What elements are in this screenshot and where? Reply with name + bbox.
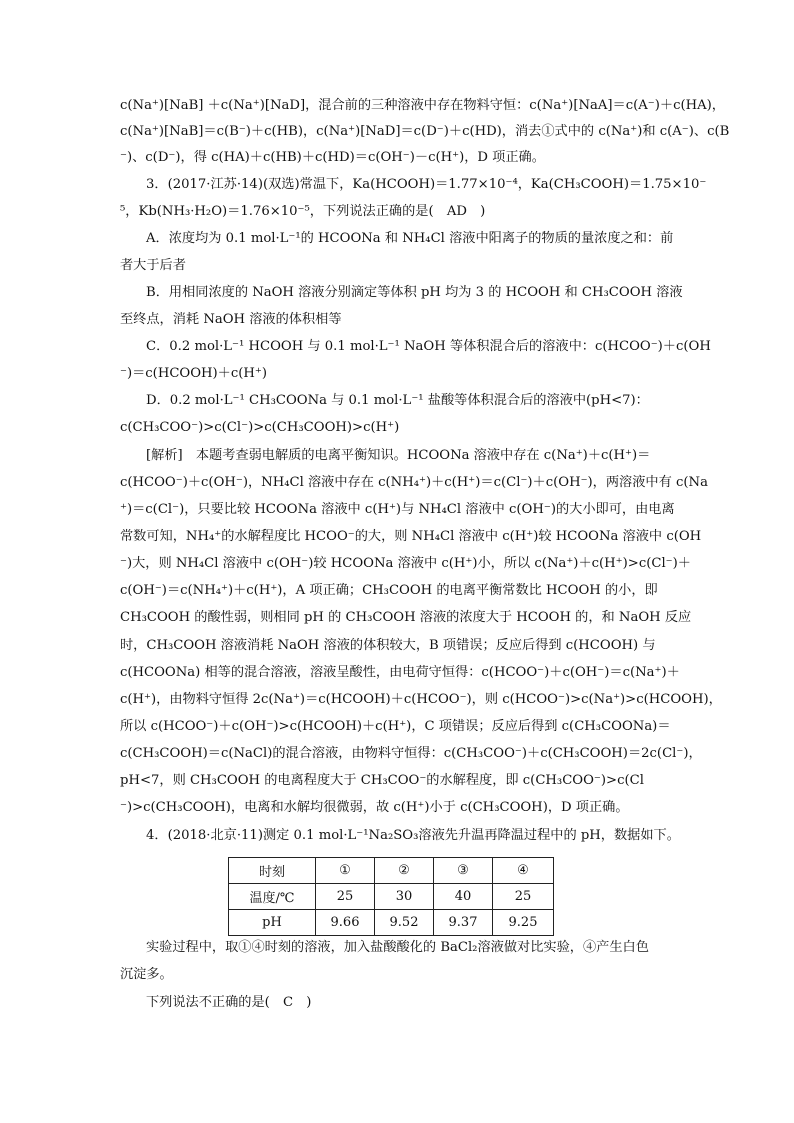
table-cell: 25 bbox=[316, 884, 375, 910]
text-line: c(Na⁺)[NaB]＝c(B⁻)＋c(HB)，c(Na⁺)[NaD]＝c(D⁻)＋c(HD)，消去①式中的 c(Na⁺)和 c(A⁻)、c(B bbox=[120, 124, 730, 139]
table-cell: 30 bbox=[375, 884, 434, 910]
text-line: ⁺)＝c(Cl⁻)，只要比较 HCOONa 溶液中 c(H⁺)与 NH₄Cl 溶液中 c(OH⁻)的大小即可，由电离 bbox=[120, 502, 675, 517]
text-line: c(OH⁻)＝c(NH₄⁺)＋c(H⁺)，A 项正确；CH₃COOH 的电离平衡常数比 HCOOH 的小，即 bbox=[120, 583, 658, 598]
option-d: D．0.2 mol·L⁻¹ CH₃COONa 与 0.1 mol·L⁻¹ 盐酸等体积混合后的溶液中(pH<7)： bbox=[146, 393, 649, 408]
question-4-stem: 4．(2018·北京·11)测定 0.1 mol·L⁻¹Na₂SO₃溶液先升温再降温过程中的 pH，数据如下。 bbox=[146, 828, 680, 843]
table-row bbox=[229, 884, 554, 910]
question-3-stem: 3．(2017·江苏·14)(双选)常温下，Ka(HCOOH)＝1.77×10⁻⁴，Ka(CH₃COOH)＝1.75×10⁻ bbox=[146, 177, 707, 192]
row-label: pH bbox=[229, 910, 316, 936]
data-table bbox=[228, 857, 554, 936]
option-c: C．0.2 mol·L⁻¹ HCOOH 与 0.1 mol·L⁻¹ NaOH 等体积混合后的溶液中：c(HCOO⁻)＋c(OH bbox=[146, 339, 711, 354]
table-cell: 9.25 bbox=[493, 910, 554, 936]
text-line: c(Na⁺)[NaB] ＋c(Na⁺)[NaD]，混合前的三种溶液中存在物料守恒：c(Na⁺)[NaA]＝c(A⁻)＋c(HA)， bbox=[120, 98, 725, 113]
text-line: c(H⁺)，由物料守恒得 2c(Na⁺)＝c(HCOOH)＋c(HCOO⁻)，则 c(HCOO⁻)>c(Na⁺)>c(HCOOH)， bbox=[120, 692, 722, 707]
text-line: CH₃COOH 的酸性弱，则相同 pH 的 CH₃COOH 溶液的浓度大于 HCOOH 的，和 NaOH 反应 bbox=[120, 610, 692, 625]
text-line: 所以 c(HCOO⁻)＋c(OH⁻)>c(HCOOH)＋c(H⁺)，C 项错误；反应后得到 c(CH₃COONa)＝ bbox=[120, 719, 671, 734]
table-cell: 9.52 bbox=[375, 910, 434, 936]
text-line: c(CH₃COO⁻)>c(Cl⁻)>c(CH₃COOH)>c(H⁺) bbox=[120, 420, 400, 435]
analysis-heading: [解析] 本题考查弱电解质的电离平衡知识。HCOONa 溶液中存在 c(Na⁺)＋c(H⁺)＝ bbox=[146, 448, 651, 463]
text-line: c(HCOO⁻)＋c(OH⁻)，NH₄Cl 溶液中存在 c(NH₄⁺)＋c(H⁺)＝c(Cl⁻)＋c(OH⁻)，两溶液中有 c(Na bbox=[120, 475, 708, 490]
text-line: c(CH₃COOH)＝c(NaCl)的混合溶液，由物料守恒得：c(CH₃COO⁻)＋c(CH₃COOH)＝2c(Cl⁻)， bbox=[120, 746, 702, 761]
table-row bbox=[229, 910, 554, 936]
table-row bbox=[229, 858, 554, 884]
question-4-prompt: 下列说法不正确的是( C ) bbox=[146, 995, 312, 1010]
table-cell: 40 bbox=[434, 884, 493, 910]
text-line: 实验过程中，取①④时刻的溶液，加入盐酸酸化的 BaCl₂溶液做对比实验，④产生白色 bbox=[146, 940, 649, 955]
text-line: c(HCOONa) 相等的混合溶液，溶液呈酸性，由电荷守恒得：c(HCOO⁻)＋c(OH⁻)＝c(Na⁺)＋ bbox=[120, 665, 680, 680]
text-line: 者大于后者 bbox=[120, 258, 186, 273]
table-cell: 25 bbox=[493, 884, 554, 910]
text-line: ⁻)、c(D⁻)，得 c(HA)＋c(HB)＋c(HD)＝c(OH⁻)－c(H⁺)，D 项正确。 bbox=[120, 150, 545, 165]
table-cell: ④ bbox=[493, 858, 554, 884]
text-line: ⁵，Kb(NH₃·H₂O)＝1.76×10⁻⁵，下列说法正确的是( AD ) bbox=[120, 204, 486, 219]
text-line: ⁻)大，则 NH₄Cl 溶液中 c(OH⁻)较 HCOONa 溶液中 c(H⁺)小，所以 c(Na⁺)＋c(H⁺)>c(Cl⁻)＋ bbox=[120, 556, 691, 571]
text-line: 沉淀多。 bbox=[120, 967, 173, 982]
table-cell: ① bbox=[316, 858, 375, 884]
text-line: ⁻)＝c(HCOOH)＋c(H⁺) bbox=[120, 366, 268, 381]
text-line: ⁻)>c(CH₃COOH)，电离和水解均很微弱，故 c(H⁺)小于 c(CH₃COOH)，D 项正确。 bbox=[120, 800, 629, 815]
table-cell: ② bbox=[375, 858, 434, 884]
row-label: 温度/℃ bbox=[229, 884, 316, 910]
text-line: pH<7，则 CH₃COOH 的电离程度大于 CH₃COO⁻的水解程度，即 c(CH₃COO⁻)>c(Cl bbox=[120, 773, 644, 788]
table-cell: 9.66 bbox=[316, 910, 375, 936]
text-line: 时，CH₃COOH 溶液消耗 NaOH 溶液的体积较大，B 项错误；反应后得到 c(HCOOH) 与 bbox=[120, 638, 656, 653]
text-line: 至终点，消耗 NaOH 溶液的体积相等 bbox=[120, 312, 342, 327]
row-label: 时刻 bbox=[229, 858, 316, 884]
table-cell: ③ bbox=[434, 858, 493, 884]
option-b: B．用相同浓度的 NaOH 溶液分别滴定等体积 pH 均为 3 的 HCOOH 和 CH₃COOH 溶液 bbox=[146, 285, 683, 300]
table-cell: 9.37 bbox=[434, 910, 493, 936]
option-a: A．浓度均为 0.1 mol·L⁻¹的 HCOONa 和 NH₄Cl 溶液中阳离子的物质的量浓度之和：前 bbox=[146, 231, 674, 246]
text-line: 常数可知，NH₄⁺的水解程度比 HCOO⁻的大，则 NH₄Cl 溶液中 c(H⁺)较 HCOONa 溶液中 c(OH bbox=[120, 529, 702, 544]
